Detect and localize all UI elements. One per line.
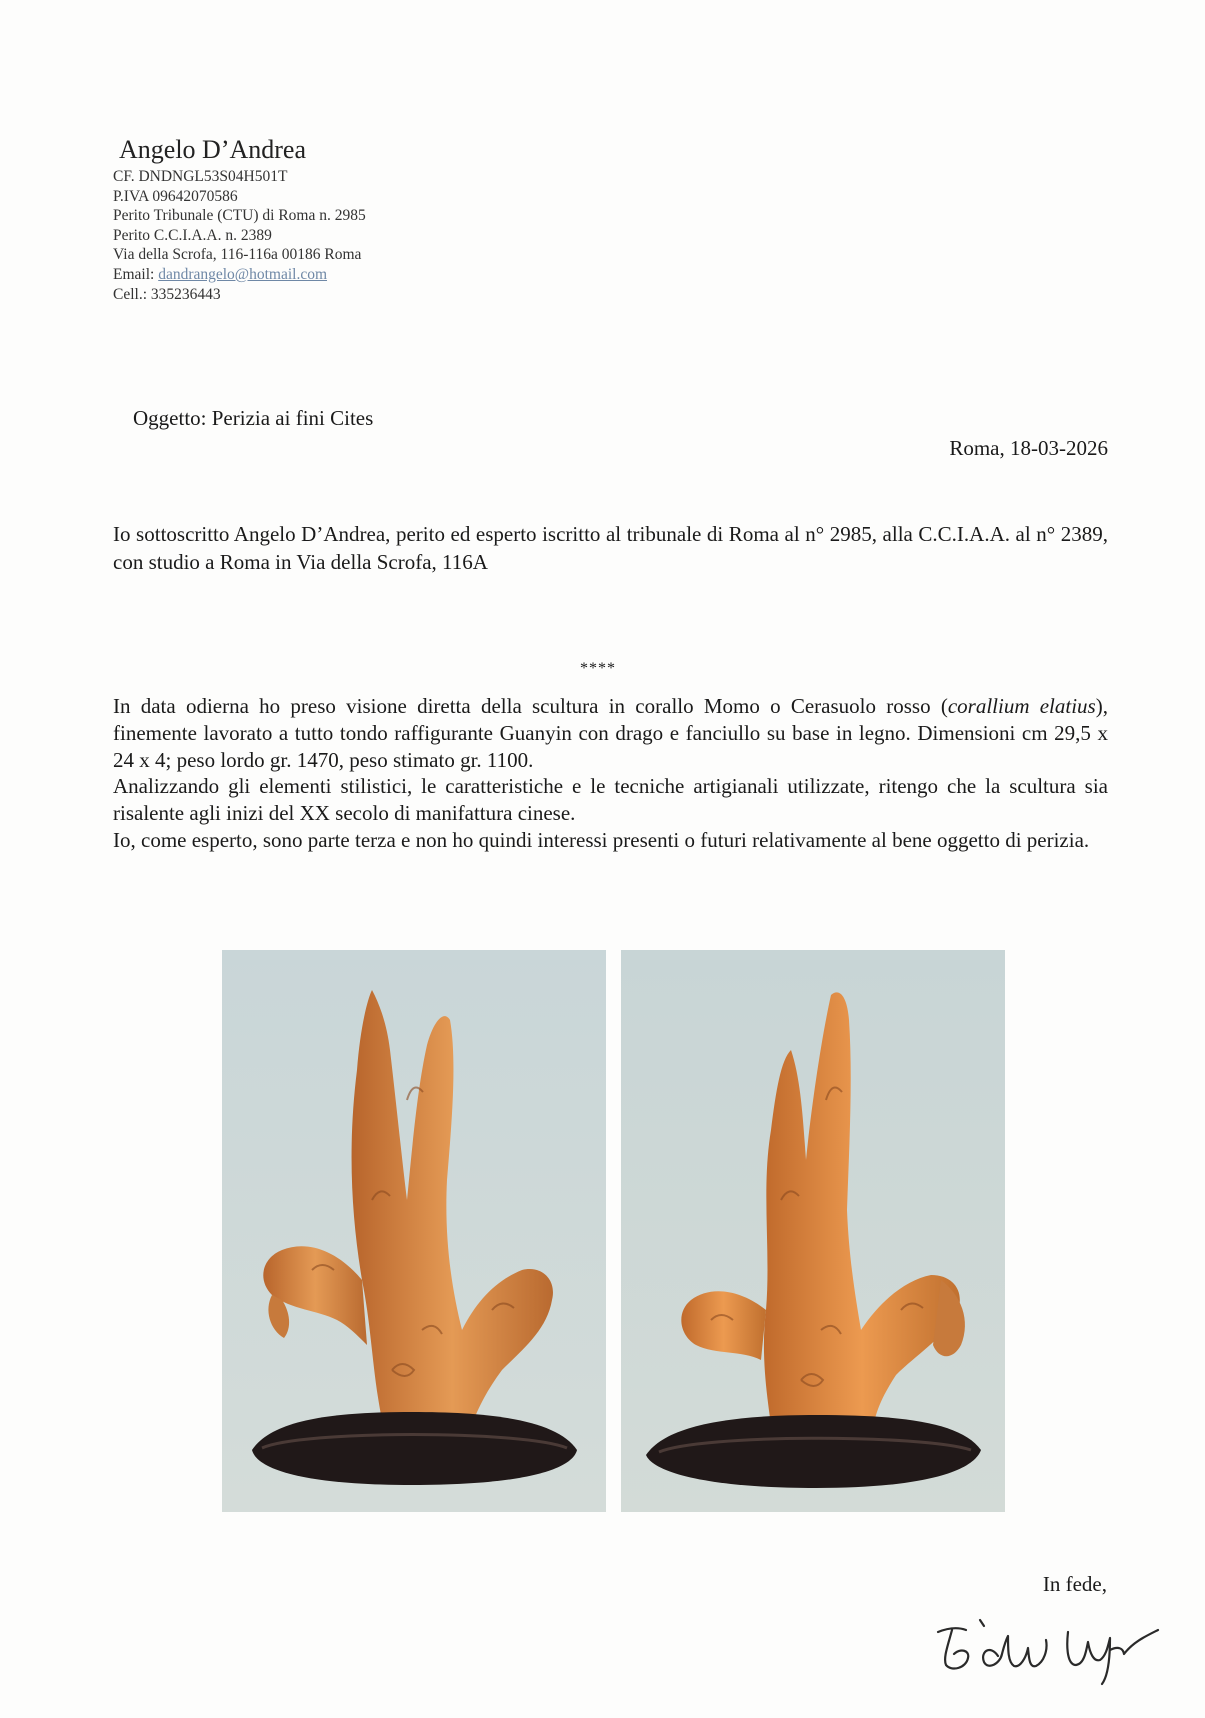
handwritten-signature xyxy=(918,1610,1168,1690)
intro-paragraph: Io sottoscritto Angelo D’Andrea, perito ed esperto iscritto al tribunale di Roma al n° 2985, alla C.C.I.A.A. al n° 2389, con studio a Roma in Via della Scrofa, 116A xyxy=(113,522,1108,574)
phone-number: Cell.: 335236443 xyxy=(113,285,221,303)
description-paragraph: In data odierna ho preso visione diretta della scultura in corallo Momo o Cerasuolo rosso (corallium elatius), finemente lavorato a tutto tondo raffigurante Guanyin con drago e fanciullo su base in legno. Dimensioni cm 29,5 x 24 x 4; peso lordo gr. 1470, peso stimato gr. 1100. xyxy=(113,694,1108,772)
section-separator: **** xyxy=(580,660,616,677)
letterhead xyxy=(113,133,533,304)
species-name: corallium elatius xyxy=(947,694,1096,718)
fiscal-code: CF. DNDNGL53S04H501T xyxy=(113,168,288,185)
email-link[interactable]: dandrangelo@hotmail.com xyxy=(158,265,328,283)
closing-salutation: In fede, xyxy=(1042,1572,1107,1596)
author-name: Angelo D’Andrea xyxy=(119,135,306,164)
email-label: Email: xyxy=(113,265,155,283)
appraisal-body xyxy=(113,693,1108,854)
subject-line: Oggetto: Perizia ai fini Cites xyxy=(133,406,374,430)
date-line: Roma, 18-03-2026 xyxy=(949,436,1108,460)
sculpture-photo-back xyxy=(621,950,1005,1512)
sculpture-photo-front xyxy=(222,950,606,1512)
independence-paragraph: Io, come esperto, sono parte terza e non ho quindi interessi presenti o futuri relativamente al bene oggetto di perizia. xyxy=(113,827,1090,852)
dating-paragraph: Analizzando gli elementi stilistici, le caratteristiche e le tecniche artigianali utilizzate, ritengo che la scultura sia risalente agli inizi del XX secolo di manifattura cinese. xyxy=(113,774,1108,826)
vat-number: P.IVA 09642070586 xyxy=(113,187,238,205)
court-expert-registration: Perito Tribunale (CTU) di Roma n. 2985 xyxy=(113,207,366,225)
chamber-expert-registration: Perito C.C.I.A.A. n. 2389 xyxy=(113,226,272,244)
address: Via della Scrofa, 116-116a 00186 Roma xyxy=(113,246,362,264)
coral-sculpture-image xyxy=(222,950,606,1512)
email-line xyxy=(113,265,533,285)
coral-sculpture-image xyxy=(621,950,1005,1512)
